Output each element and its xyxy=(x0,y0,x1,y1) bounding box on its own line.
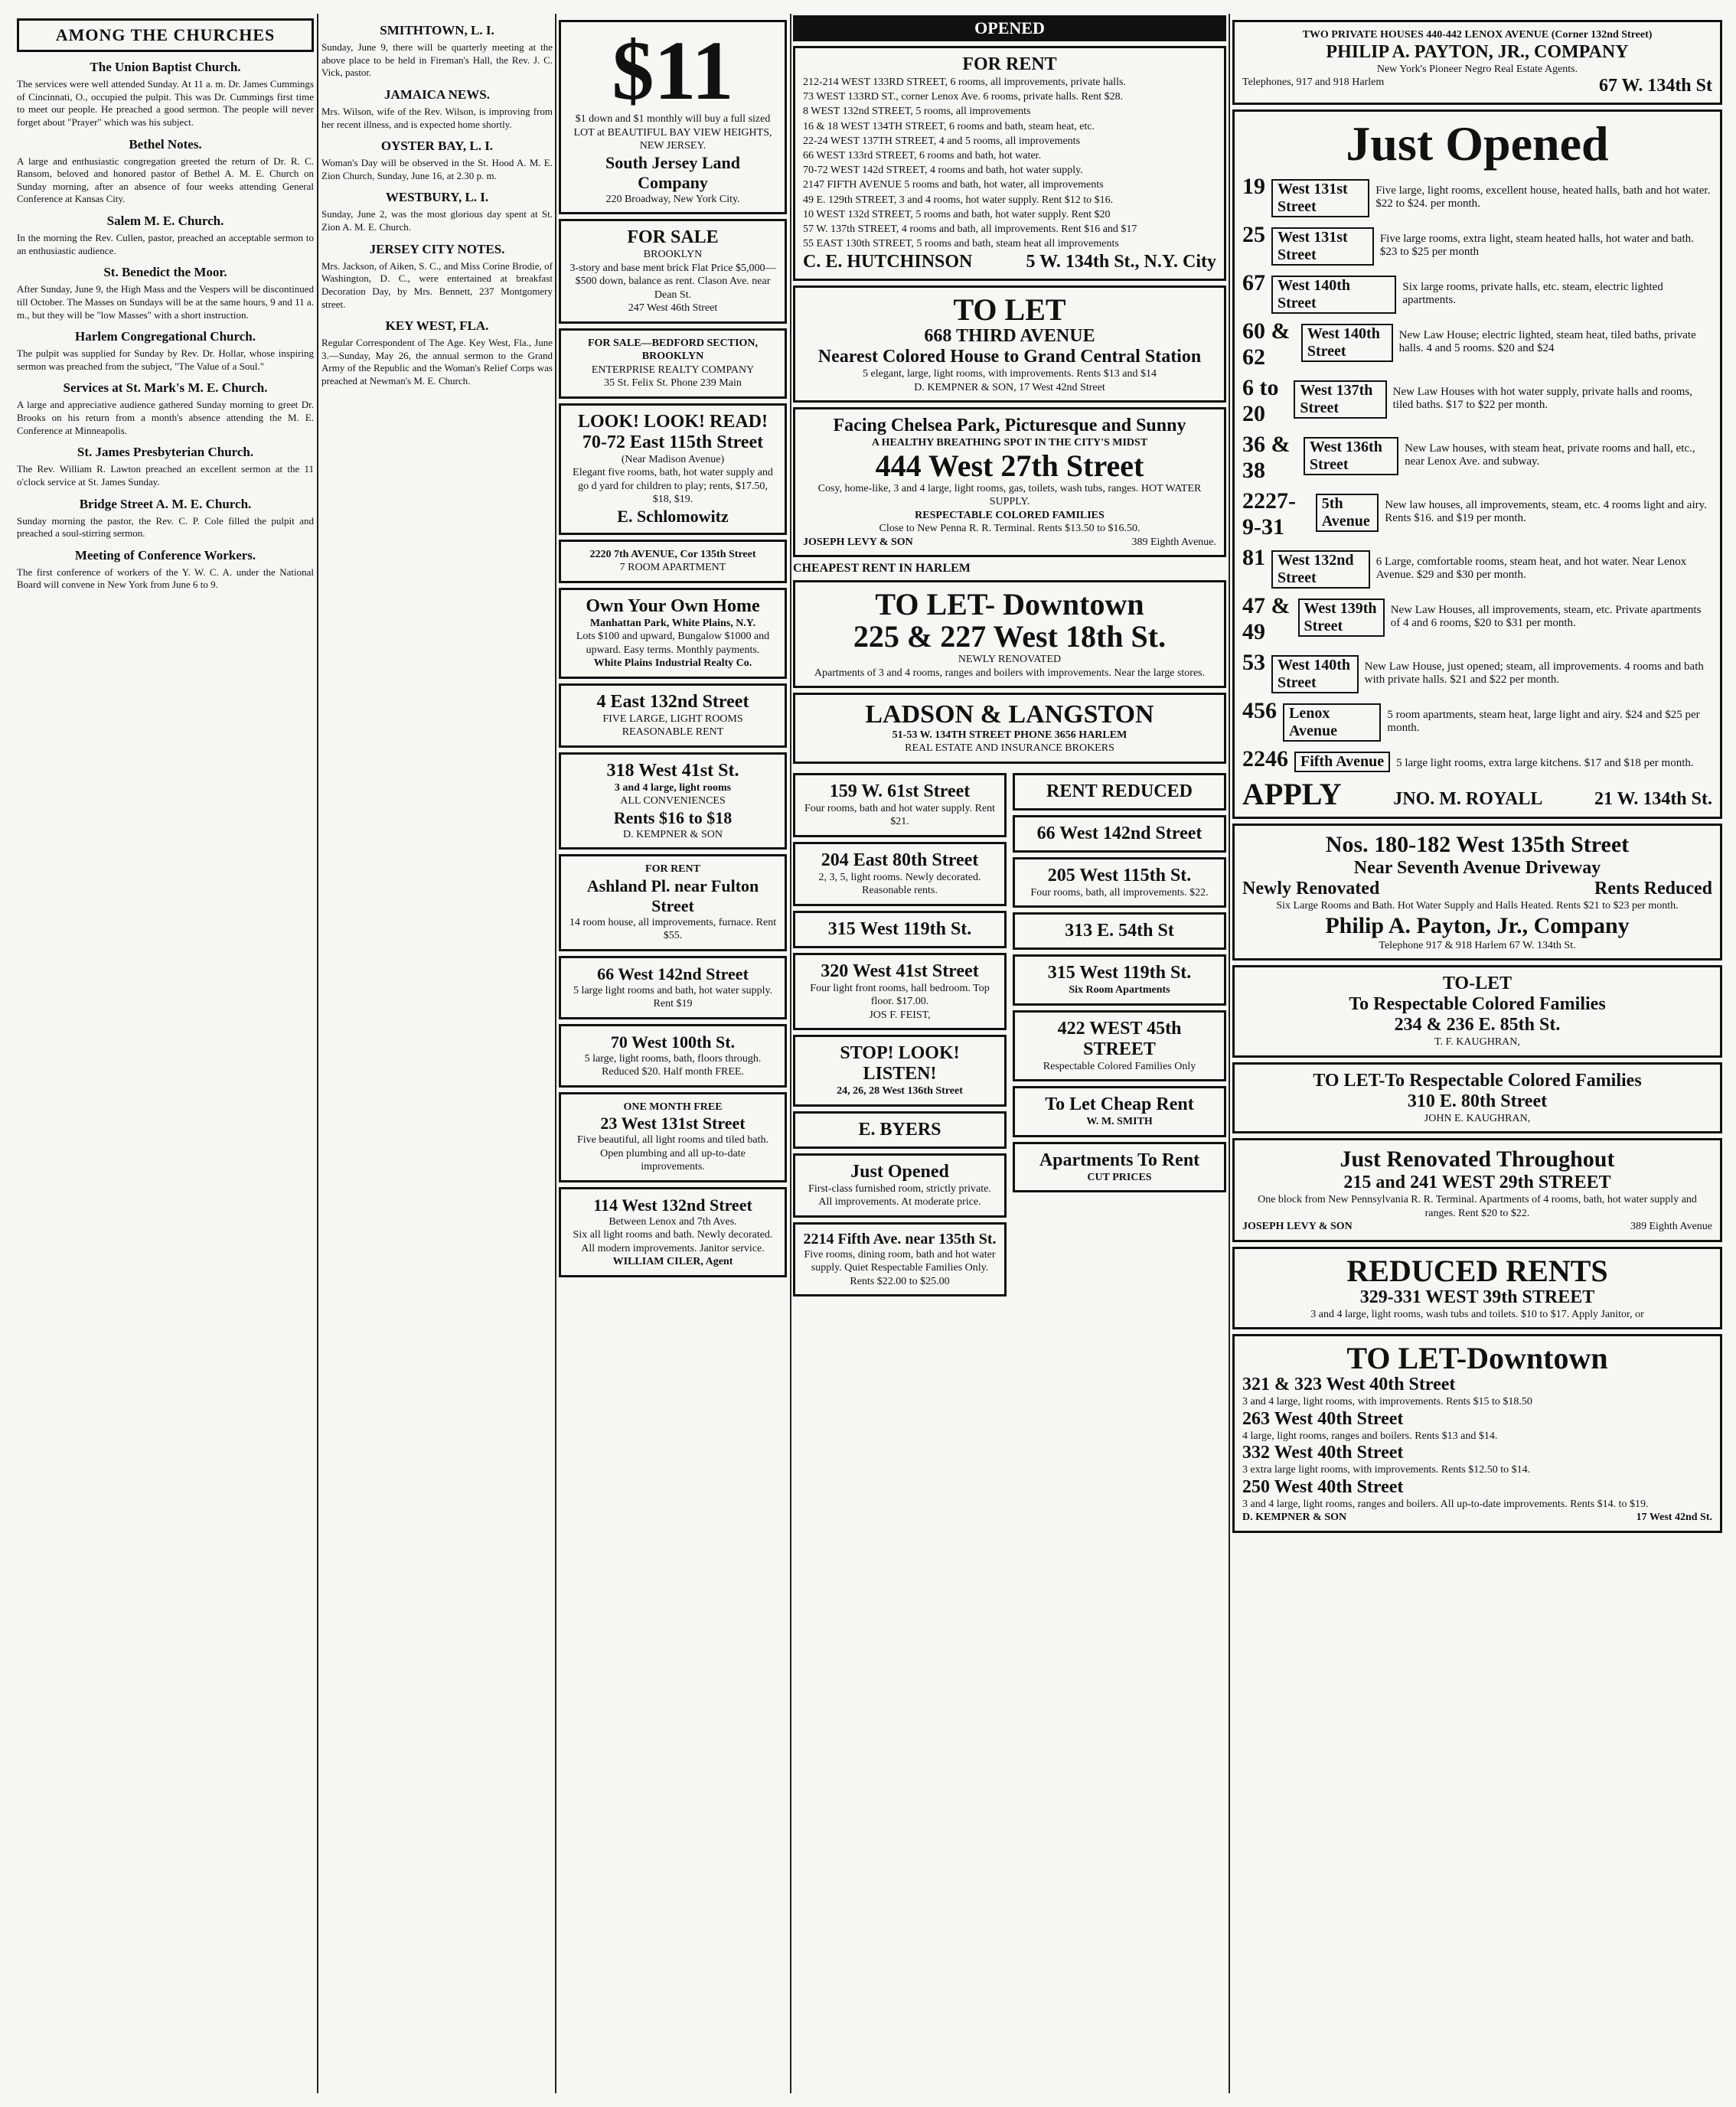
w132-sub: Between Lenox and 7th Aves. xyxy=(609,1215,737,1228)
ciler-agent: WILLIAM CILER, Agent xyxy=(612,1256,733,1267)
listing-row xyxy=(1242,746,1712,772)
w135-ad xyxy=(1232,824,1722,961)
listing-row xyxy=(1242,222,1712,266)
listing-number: 6 to 20 xyxy=(1242,375,1279,427)
smith-agent: W. M. SMITH xyxy=(1086,1116,1153,1128)
cut-ad xyxy=(1013,1142,1226,1193)
e80b-ad xyxy=(1232,1062,1722,1134)
ashland-title: FOR RENT xyxy=(645,863,700,875)
e85-ad xyxy=(1232,965,1722,1058)
listing-number: 60 & 62 xyxy=(1242,318,1291,370)
listing-row xyxy=(1242,318,1712,370)
column-local-news xyxy=(321,15,553,2092)
listing-text: 6 Large, comfortable rooms, steam heat, and hot water. Near Lenox Avenue. $29 and $30 per month. xyxy=(1375,556,1687,582)
d2-title: 263 West 40th Street xyxy=(1242,1408,1404,1429)
bedford-title: FOR SALE—BEDFORD SECTION, BROOKLYN xyxy=(587,337,759,362)
w142b-ad xyxy=(1013,815,1226,853)
w115-text: Four rooms, bath, all improvements. $22. xyxy=(1030,886,1209,899)
listing-street: West 137th Street xyxy=(1294,380,1386,419)
rental-listing: 8 WEST 132nd STREET, 5 rooms, all improvements xyxy=(803,106,1031,118)
section-body: Mrs. Wilson, wife of the Rev. Wilson, is improving from her recent illness, and is expected home shortly. xyxy=(321,105,553,130)
w100-text: 5 large, light rooms, bath, floors through. Reduced $20. Half month FREE. xyxy=(584,1052,762,1078)
w132-title: 114 West 132nd Street xyxy=(593,1195,752,1215)
w39-title: 329-331 WEST 39th STREET xyxy=(1359,1287,1595,1307)
tolet-label: TO-LET xyxy=(1442,974,1512,994)
section-title: St. James Presbyterian Church. xyxy=(77,445,254,460)
column-ads-c xyxy=(1232,15,1722,2092)
listing-street: West 132nd Street xyxy=(1271,550,1370,589)
payton-tel: Telephones, 917 and 918 Harlem xyxy=(1242,77,1385,88)
rental-listing: 73 WEST 133RD ST., corner Lenox Ave. 6 rooms, private halls. Rent $28. xyxy=(803,91,1124,103)
local-news-sections xyxy=(321,23,553,388)
w142-ad xyxy=(559,956,787,1019)
look-ad xyxy=(559,403,787,535)
w119b-title: 315 West 119th St. xyxy=(1047,963,1192,983)
w131-title: 23 West 131st Street xyxy=(600,1114,746,1133)
home-text: Lots $100 and upward, Bungalow $1000 and upward. Easy terms. Monthly payments. xyxy=(576,631,770,656)
look-title: LOOK! LOOK! READ! xyxy=(577,411,768,432)
payton-top-ad xyxy=(1232,20,1722,105)
rental-listing: 70-72 WEST 142d STREET, 4 rooms and bath, hot water supply. xyxy=(803,165,1083,177)
section-title: St. Benedict the Moor. xyxy=(103,265,227,280)
w41-rent: Rents $16 to $18 xyxy=(613,807,733,827)
w115-title: 205 West 115th St. xyxy=(1047,865,1192,886)
levy-agent: JOSEPH LEVY & SON xyxy=(803,536,913,548)
listing-text: 5 room apartments, steam heat, large light and airy. $24 and $25 per month. xyxy=(1387,709,1700,735)
ladson-ad xyxy=(793,693,1226,764)
w27-title: 444 West 27th Street xyxy=(875,448,1144,483)
listing-street: West 136th Street xyxy=(1304,437,1398,475)
e132-title: 4 East 132nd Street xyxy=(596,691,749,712)
look-agent: E. Schlomowitz xyxy=(617,506,729,526)
church-sections xyxy=(17,60,314,592)
third-address: 668 THIRD AVENUE xyxy=(924,326,1095,347)
payton-address: 67 W. 134th St xyxy=(1598,76,1712,96)
d3-title: 332 West 40th Street xyxy=(1242,1443,1404,1463)
tolet2-label: TO LET-To Respectable Colored Families xyxy=(1313,1070,1642,1091)
tolet-title: TO LET xyxy=(953,292,1066,328)
w142-title: 66 West 142nd Street xyxy=(597,964,749,983)
section-title: KEY WEST, FLA. xyxy=(385,318,489,334)
section-title: Salem M. E. Church. xyxy=(106,214,224,228)
fifth-ad xyxy=(793,1222,1007,1297)
w41-sub: 3 and 4 large, light rooms xyxy=(614,781,732,794)
w29-text: One block from New Pennsylvania R. R. Terminal. Apartments of 4 rooms, bath, hot water supply and ranges. Rent $20 to $22. xyxy=(1258,1194,1697,1219)
w61-text: Four rooms, bath and hot water supply. Rent $21. xyxy=(804,802,996,828)
cut-title: Apartments To Rent xyxy=(1039,1150,1200,1170)
section-body: The services were well attended Sunday. At 11 a. m. Dr. James Cummings of Cincinnati, O., occupied the pulpit. This was Dr. Cummings first time to meet our people. He preached a good sermon. The people will never forget about "Prayer" which was his subject. xyxy=(17,78,314,128)
w41b-text: Four light front rooms, hall bedroom. Top floor. $17.00. xyxy=(810,982,990,1008)
listing-number: 81 xyxy=(1242,545,1265,571)
rental-listing: 57 W. 137th STREET, 4 rooms and bath, all improvements. Rent $16 and $17 xyxy=(803,223,1137,235)
seventh-title: 2220 7th AVENUE, Cor 135th Street xyxy=(589,548,756,560)
ladson-address: 51-53 W. 134TH STREET PHONE 3656 HARLEM xyxy=(892,729,1127,741)
listing-street: 5th Avenue xyxy=(1316,494,1379,532)
listing-number: 36 & 38 xyxy=(1242,432,1291,484)
section-body: Sunday morning the pastor, the Rev. C. P. Cole filled the pulpit and preached a soul-stirring sermon. xyxy=(17,514,314,540)
column-ads-a xyxy=(559,15,787,2092)
column-ads-b xyxy=(793,15,1226,2092)
rental-listing: 22-24 WEST 137TH STREET, 4 and 5 rooms, all improvements xyxy=(803,135,1081,147)
land-ad xyxy=(559,20,787,214)
e132-ad xyxy=(559,683,787,748)
kaughran-agent: T. F. KAUGHRAN, xyxy=(1434,1036,1520,1049)
rents-reduced-label: Rents Reduced xyxy=(1594,879,1712,899)
e80-title: 204 East 80th Street xyxy=(821,850,979,870)
third-text: 5 elegant, large, light rooms, with improvements. Rents $13 and $14 xyxy=(863,368,1157,380)
opened-banner: OPENED xyxy=(793,15,1226,41)
forsale-text: 3-story and base ment brick Flat Price $5,000—$500 down, balance as rent. Clason Ave. near Dean St. xyxy=(569,262,776,301)
justopened-rows xyxy=(1242,174,1712,772)
column-rule xyxy=(1229,14,1230,2093)
reduced-title: RENT REDUCED xyxy=(1046,781,1193,801)
bedford-ad xyxy=(559,328,787,399)
section-body: Woman's Day will be observed in the St. Hood A. M. E. Zion Church, Sunday, June 16, at 2.30 p. m. xyxy=(321,157,553,181)
listing-number: 2246 xyxy=(1242,746,1288,772)
w29-title: 215 and 241 WEST 29th STREET xyxy=(1343,1173,1611,1193)
royall-address: 21 W. 134th St. xyxy=(1594,789,1712,810)
section-body: Sunday, June 2, was the most glorious day spent at St. Zion A. M. E. Church. xyxy=(321,208,553,233)
column-rule xyxy=(790,14,791,2093)
w27-rent: Close to New Penna R. R. Terminal. Rents $13.50 to $16.50. xyxy=(879,523,1140,535)
chelsea-ad xyxy=(793,407,1226,557)
seventh-sub: 7 ROOM APARTMENT xyxy=(619,562,726,573)
listing-street: West 140th Street xyxy=(1301,324,1393,362)
look-text: Elegant five rooms, bath, hot water supply and go d yard for children to play; rents, $17.50, $18, $19. xyxy=(573,467,773,505)
ashland-text: 14 room house, all improvements, furnace. Rent $55. xyxy=(569,916,777,941)
listing-number: 67 xyxy=(1242,270,1265,296)
d1-title: 321 & 323 West 40th Street xyxy=(1242,1375,1456,1395)
listing-row xyxy=(1242,593,1712,645)
listing-number: 53 xyxy=(1242,650,1265,676)
w41-ad xyxy=(559,752,787,850)
section-body: In the morning the Rev. Cullen, pastor, preached an acceptable sermon to an enthusiastic audience. xyxy=(17,232,314,256)
forsale-title: FOR SALE xyxy=(627,227,719,247)
forsale-ad xyxy=(559,219,787,324)
land-company: South Jersey Land Company xyxy=(605,152,741,192)
rental-listing: 66 WEST 133rd STREET, 6 rooms and bath, hot water. xyxy=(803,149,1042,161)
fifth-text: Five rooms, dining room, bath and hot water supply. Quiet Respectable Families Only. Rents $22.00 to $25.00 xyxy=(804,1248,996,1287)
stop-ad xyxy=(793,1035,1007,1107)
fifth-title: 2214 Fifth Ave. near 135th St. xyxy=(803,1230,997,1248)
w45-sub: Respectable Colored Families Only xyxy=(1043,1060,1196,1072)
listing-text: New law houses, all improvements, steam, etc. 4 rooms light and airy. Rents $16. and $19 per month. xyxy=(1385,499,1707,525)
listing-row xyxy=(1242,270,1712,314)
look-address: 70-72 East 115th Street xyxy=(582,432,764,452)
price-text: $1 down and $1 monthly will buy a full sized LOT at BEAUTIFUL BAY VIEW HEIGHTS, NEW JERSEY. xyxy=(573,113,772,152)
justopened-small-text: First-class furnished room, strictly private. All improvements. At moderate price. xyxy=(808,1182,991,1208)
rental-listing: 16 & 18 WEST 134TH STREET, 6 rooms and bath, steam heat, etc. xyxy=(803,120,1095,132)
levy2-agent: JOSEPH LEVY & SON xyxy=(1242,1221,1353,1233)
hutchinson-ad xyxy=(793,46,1226,281)
cheapest-banner: CHEAPEST RENT IN HARLEM xyxy=(793,562,971,576)
section-title: OYSTER BAY, L. I. xyxy=(380,139,494,154)
w39-text: 3 and 4 large, light rooms, wash tubs and toilets. $10 to $17. Apply Janitor, or xyxy=(1310,1308,1644,1320)
stop-title: STOP! LOOK! LISTEN! xyxy=(840,1043,960,1084)
kempner2-agent: D. KEMPNER & SON xyxy=(1242,1512,1347,1524)
rental-listing: 55 EAST 130th STREET, 5 rooms and bath, steam heat all improvements xyxy=(803,238,1119,250)
w119b-ad xyxy=(1013,954,1226,1006)
w142b-title: 66 West 142nd Street xyxy=(1036,823,1202,843)
listing-text: Five large, light rooms, excellent house, heated halls, bath and hot water. $22 to $24. per month. xyxy=(1375,184,1711,210)
listing-text: New Law Houses, all improvements, steam, etc. Private apartments of 4 and 6 rooms, $20 to $31 per month. xyxy=(1390,604,1702,630)
listing-number: 19 xyxy=(1242,174,1265,200)
w18-ad xyxy=(793,580,1226,688)
e85-title: 234 & 236 E. 85th St. xyxy=(1394,1015,1561,1036)
w18-title: 225 & 227 West 18th St. xyxy=(853,619,1167,654)
forsale-address: 247 West 46th Street xyxy=(628,302,718,314)
section-body: Sunday, June 9, there will be quarterly meeting at the above place to be held in Fireman's Hall, the Rev. J. C. Vick, pastor. xyxy=(321,41,553,79)
listing-row xyxy=(1242,375,1712,427)
d4-title: 250 West 40th Street xyxy=(1242,1476,1404,1497)
section-body: The pulpit was supplied for Sunday by Rev. Dr. Hollar, whose inspiring sermon was preached from the subject, "The Value of a Soul." xyxy=(17,347,314,372)
downtown-ad xyxy=(1232,1334,1722,1533)
column-rule xyxy=(317,14,318,2093)
w61-ad xyxy=(793,773,1007,837)
e54-ad xyxy=(1013,912,1226,950)
kempner2-address: 17 West 42nd St. xyxy=(1636,1512,1712,1524)
w27-text: Cosy, home-like, 3 and 4 large, light rooms, gas, toilets, wash tubs, ranges. HOT WATER SUPPLY. xyxy=(817,482,1202,508)
w41-agent: D. KEMPNER & SON xyxy=(623,828,723,840)
w100-ad xyxy=(559,1024,787,1088)
third-sub: Nearest Colored House to Grand Central Station xyxy=(817,347,1202,367)
levy2-address: 389 Eighth Avenue xyxy=(1630,1221,1712,1233)
justopened-small-ad xyxy=(793,1153,1007,1218)
payton2-tel: Telephone 917 & 918 Harlem 67 W. 134th St. xyxy=(1379,939,1576,951)
section-body: The Rev. William R. Lawton preached an excellent sermon at the 11 o'clock service at St. James Sunday. xyxy=(17,463,314,488)
listing-row xyxy=(1242,545,1712,589)
home-ad xyxy=(559,588,787,679)
w45-ad xyxy=(1013,1010,1226,1082)
listing-street: West 131st Street xyxy=(1271,179,1369,217)
w27-families: RESPECTABLE COLORED FAMILIES xyxy=(915,509,1105,521)
w131-text: Five beautiful, all light rooms and tiled bath. Open plumbing and all up-to-date improvements. xyxy=(576,1134,768,1173)
listing-text: 5 large light rooms, extra large kitchens. $17 and $18 per month. xyxy=(1396,757,1694,770)
w29-ad xyxy=(1232,1138,1722,1242)
feist-agent: JOS F. FEIST, xyxy=(869,1009,931,1021)
section-body: Regular Correspondent of The Age. Key West, Fla., June 3.—Sunday, May 26, the annual sermon to the Grand Army of the Republic and the Woman's Relief Corps was preached at Newman's M. E. Church. xyxy=(321,337,553,387)
e80b-title: 310 E. 80th Street xyxy=(1407,1091,1548,1111)
section-body: A large and appreciative audience gathered Sunday morning to greet Dr. Brooks on his return from a month's absence attending the M. E. Conference at Minneapolis. xyxy=(17,399,314,436)
price: $11 xyxy=(612,24,734,117)
ashland-name: Ashland Pl. near Fulton Street xyxy=(586,876,759,915)
section-body: After Sunday, June 9, the High Mass and the Vespers will be discontinued till October. The Masses on Sundays will be at the same hours, 9 and 11 a. m., but they will be "low Masses" with a short instruction. xyxy=(17,283,314,321)
listing-row xyxy=(1242,174,1712,217)
column-churches xyxy=(17,15,314,2092)
section-title: SMITHTOWN, L. I. xyxy=(380,23,494,38)
listing-number: 2227-9-31 xyxy=(1242,488,1296,540)
w39-ad xyxy=(1232,1247,1722,1330)
d4-text: 3 and 4 large, light rooms, ranges and boilers. All up-to-date improvements. Rents $14. to $19. xyxy=(1242,1498,1649,1510)
listing-row xyxy=(1242,488,1712,540)
section-title: Services at St. Mark's M. E. Church. xyxy=(63,380,268,396)
listing-street: West 139th Street xyxy=(1298,599,1385,637)
w41b-ad xyxy=(793,953,1007,1031)
listing-street: West 131st Street xyxy=(1271,227,1374,266)
ashland-ad xyxy=(559,854,787,951)
payton-name: PHILIP A. PAYTON, JR., COMPANY xyxy=(1326,41,1629,62)
ladson-title: LADSON & LANGSTON xyxy=(865,700,1154,729)
newly-label: Newly Renovated xyxy=(1242,879,1380,899)
e132-sub: FIVE LARGE, LIGHT ROOMS REASONABLE RENT xyxy=(602,713,743,738)
w18-text: Apartments of 3 and 4 rooms, ranges and boilers with improvements. Near the large stores. xyxy=(814,667,1206,679)
listing-text: New Law House; electric lighted, steam heat, tiled baths, private halls. 4 and 5 rooms. $20 and $24 xyxy=(1398,329,1696,355)
w136-title: 24, 26, 28 West 136th Street xyxy=(837,1085,963,1098)
levy-address: 389 Eighth Avenue. xyxy=(1131,536,1216,548)
third-ave-ad xyxy=(793,285,1226,403)
section-title: JAMAICA NEWS. xyxy=(384,86,490,102)
chelsea-title: Facing Chelsea Park, Picturesque and Sunny xyxy=(833,416,1186,436)
w132-text: Six all light rooms and bath. Newly decorated. All modern improvements. Janitor service. xyxy=(573,1229,773,1254)
kempner-agent: D. KEMPNER & SON, 17 West 42nd Street xyxy=(914,381,1105,393)
look-sub: (Near Madison Avenue) xyxy=(621,453,725,465)
cheap-ad xyxy=(1013,1086,1226,1137)
listing-text: New Law House, just opened; steam, all improvements. 4 rooms and bath with private halls. $21 and $22 per month. xyxy=(1364,660,1704,687)
column-rule xyxy=(555,14,556,2093)
w119-title: 315 West 119th St. xyxy=(827,918,972,939)
bedford-company: ENTERPRISE REALTY COMPANY xyxy=(591,364,755,376)
downtown-title: TO LET- Downtown xyxy=(875,587,1144,622)
w142-text: 5 large light rooms and bath, hot water supply. Rent $19 xyxy=(573,984,773,1009)
listing-street: Fifth Avenue xyxy=(1294,752,1390,772)
w115-ad xyxy=(1013,857,1226,908)
tolet-sub: To Respectable Colored Families xyxy=(1349,994,1606,1015)
payton2-name: Philip A. Payton, Jr., Company xyxy=(1325,912,1630,938)
bedford-address: 35 St. Felix St. Phone 239 Main xyxy=(604,377,742,389)
renovated-title: Just Renovated Throughout xyxy=(1340,1146,1615,1173)
d2-text: 4 large, light rooms, ranges and boilers. Rents $13 and $14. xyxy=(1242,1430,1498,1442)
forrent-title: FOR RENT xyxy=(962,54,1057,74)
onemonth: ONE MONTH FREE xyxy=(623,1101,723,1113)
home-title: Own Your Own Home xyxy=(586,595,760,616)
seventh-ad xyxy=(559,540,787,583)
e80-text: 2, 3, 5, light rooms. Newly decorated. Reasonable rents. xyxy=(818,871,981,897)
rental-list xyxy=(803,76,1216,251)
section-title: The Union Baptist Church. xyxy=(90,60,241,74)
d3-text: 3 extra large light rooms, with improvements. Rents $12.50 to $14. xyxy=(1242,1464,1531,1476)
reduced-rents-title: REDUCED RENTS xyxy=(1346,1253,1608,1288)
apply-label: APPLY xyxy=(1242,777,1342,812)
w18-sub: NEWLY RENOVATED xyxy=(958,654,1062,666)
land-address: 220 Broadway, New York City. xyxy=(605,193,740,205)
listing-row xyxy=(1242,432,1712,484)
justopened-small-title: Just Opened xyxy=(850,1161,949,1182)
downtown2-title: TO LET-Downtown xyxy=(1346,1341,1608,1376)
w119-ad xyxy=(793,911,1007,948)
reduced-ad xyxy=(1013,773,1226,811)
e80-ad xyxy=(793,842,1007,906)
w41-conv: ALL CONVENIENCES xyxy=(620,795,726,807)
listing-row xyxy=(1242,650,1712,693)
w41b-title: 320 West 41st Street xyxy=(821,961,979,981)
rental-listing: 212-214 WEST 133RD STREET, 6 rooms, all improvements, private halls. xyxy=(803,77,1126,88)
byers-ad xyxy=(793,1111,1007,1149)
section-title: WESTBURY, L. I. xyxy=(385,190,489,205)
listing-row xyxy=(1242,698,1712,742)
w61-title: 159 W. 61st Street xyxy=(829,781,971,801)
payton-sub: New York's Pioneer Negro Real Estate Agents. xyxy=(1376,63,1578,75)
byers-name: E. BYERS xyxy=(858,1119,941,1140)
hutchinson-address: 5 W. 134th St., N.Y. City xyxy=(1026,252,1216,272)
hutchinson-name: C. E. HUTCHINSON xyxy=(803,252,973,272)
payton-top-text: TWO PRIVATE HOUSES 440-442 LENOX AVENUE (Corner 132nd Street) xyxy=(1302,29,1653,41)
section-title: Meeting of Conference Workers. xyxy=(74,547,256,563)
listing-street: West 140th Street xyxy=(1271,655,1359,693)
e54-title: 313 E. 54th St xyxy=(1065,921,1174,941)
royall-name: JNO. M. ROYALL xyxy=(1393,789,1543,810)
listing-text: New Law Houses with hot water supply, private halls and rooms, tiled baths. $17 to $22 per month. xyxy=(1392,386,1693,412)
w131-ad xyxy=(559,1092,787,1182)
listing-street: West 140th Street xyxy=(1271,276,1396,314)
listing-street: Lenox Avenue xyxy=(1283,703,1381,742)
section-title: Bethel Notes. xyxy=(129,136,202,152)
forsale-sub: BROOKLYN xyxy=(643,249,703,260)
listing-text: New Law houses, with steam heat, private rooms and hall, etc., near Lenox Ave. and subway. xyxy=(1405,442,1695,468)
listing-number: 456 xyxy=(1242,698,1277,724)
home-company: White Plains Industrial Realty Co. xyxy=(593,657,752,669)
section-body: Mrs. Jackson, of Aiken, S. C., and Miss Corine Brodie, of Washington, D. C., were entertained at breakfast Decoration Day, by Mrs. Bennett, 237 Montgomery street. xyxy=(321,259,553,310)
listing-number: 25 xyxy=(1242,222,1265,248)
section-body: A large and enthusiastic congregation greeted the return of Dr. R. C. Ransom, beloved and honored pastor of Bethel A. M. E. Church on Sunday morning, after an absence of four weeks attending General Conference at Kansas City. xyxy=(17,155,314,205)
chelsea-sub: A HEALTHY BREATHING SPOT IN THE CITY'S MIDST xyxy=(871,437,1148,449)
w132-ad xyxy=(559,1187,787,1277)
ladson-sub: REAL ESTATE AND INSURANCE BROKERS xyxy=(905,742,1114,755)
w135-title: Nos. 180-182 West 135th Street xyxy=(1325,832,1630,858)
cheap-title: To Let Cheap Rent xyxy=(1045,1094,1194,1115)
listing-text: Six large rooms, private halls, etc. steam, electric lighted apartments. xyxy=(1402,281,1663,307)
section-title: Bridge Street A. M. E. Church. xyxy=(79,496,252,511)
w100-title: 70 West 100th St. xyxy=(610,1032,736,1052)
home-sub: Manhattan Park, White Plains, N.Y. xyxy=(589,617,756,629)
churches-header: AMONG THE CHURCHES xyxy=(17,18,314,52)
rental-listing: 10 WEST 132d STREET, 5 rooms and bath, hot water supply. Rent $20 xyxy=(803,208,1111,220)
jkaughran-agent: JOHN E. KAUGHRAN, xyxy=(1424,1112,1531,1124)
d1-text: 3 and 4 large, light rooms, with improvements. Rents $15 to $18.50 xyxy=(1242,1396,1532,1408)
listing-number: 47 & 49 xyxy=(1242,593,1291,645)
w135-text: Six Large Rooms and Bath. Hot Water Supply and Halls Heated. Rents $21 to $23 per month. xyxy=(1276,900,1679,912)
w119b-sub: Six Room Apartments xyxy=(1069,984,1170,996)
w45-title: 422 WEST 45th STREET xyxy=(1057,1018,1182,1059)
section-title: Harlem Congregational Church. xyxy=(75,329,256,344)
section-body: The first conference of workers of the Y. W. C. A. under the National Board will convene in New York from June 6 to 9. xyxy=(17,566,314,591)
listing-text: Five large rooms, extra light, steam heated halls, hot water and bath. $23 to $25 per month xyxy=(1379,233,1694,259)
justopened-ad xyxy=(1232,109,1722,819)
cut-sub: CUT PRICES xyxy=(1087,1171,1152,1183)
section-title: JERSEY CITY NOTES. xyxy=(369,241,505,256)
rental-listing: 2147 FIFTH AVENUE 5 rooms and bath, hot water, all improvements xyxy=(803,179,1104,191)
rental-listing: 49 E. 129th STREET, 3 and 4 rooms, hot water supply. Rent $12 to $16. xyxy=(803,194,1114,206)
w135-sub: Near Seventh Avenue Driveway xyxy=(1353,858,1601,879)
w41-title: 318 West 41st St. xyxy=(606,760,739,781)
justopened-title: Just Opened xyxy=(1346,116,1609,171)
